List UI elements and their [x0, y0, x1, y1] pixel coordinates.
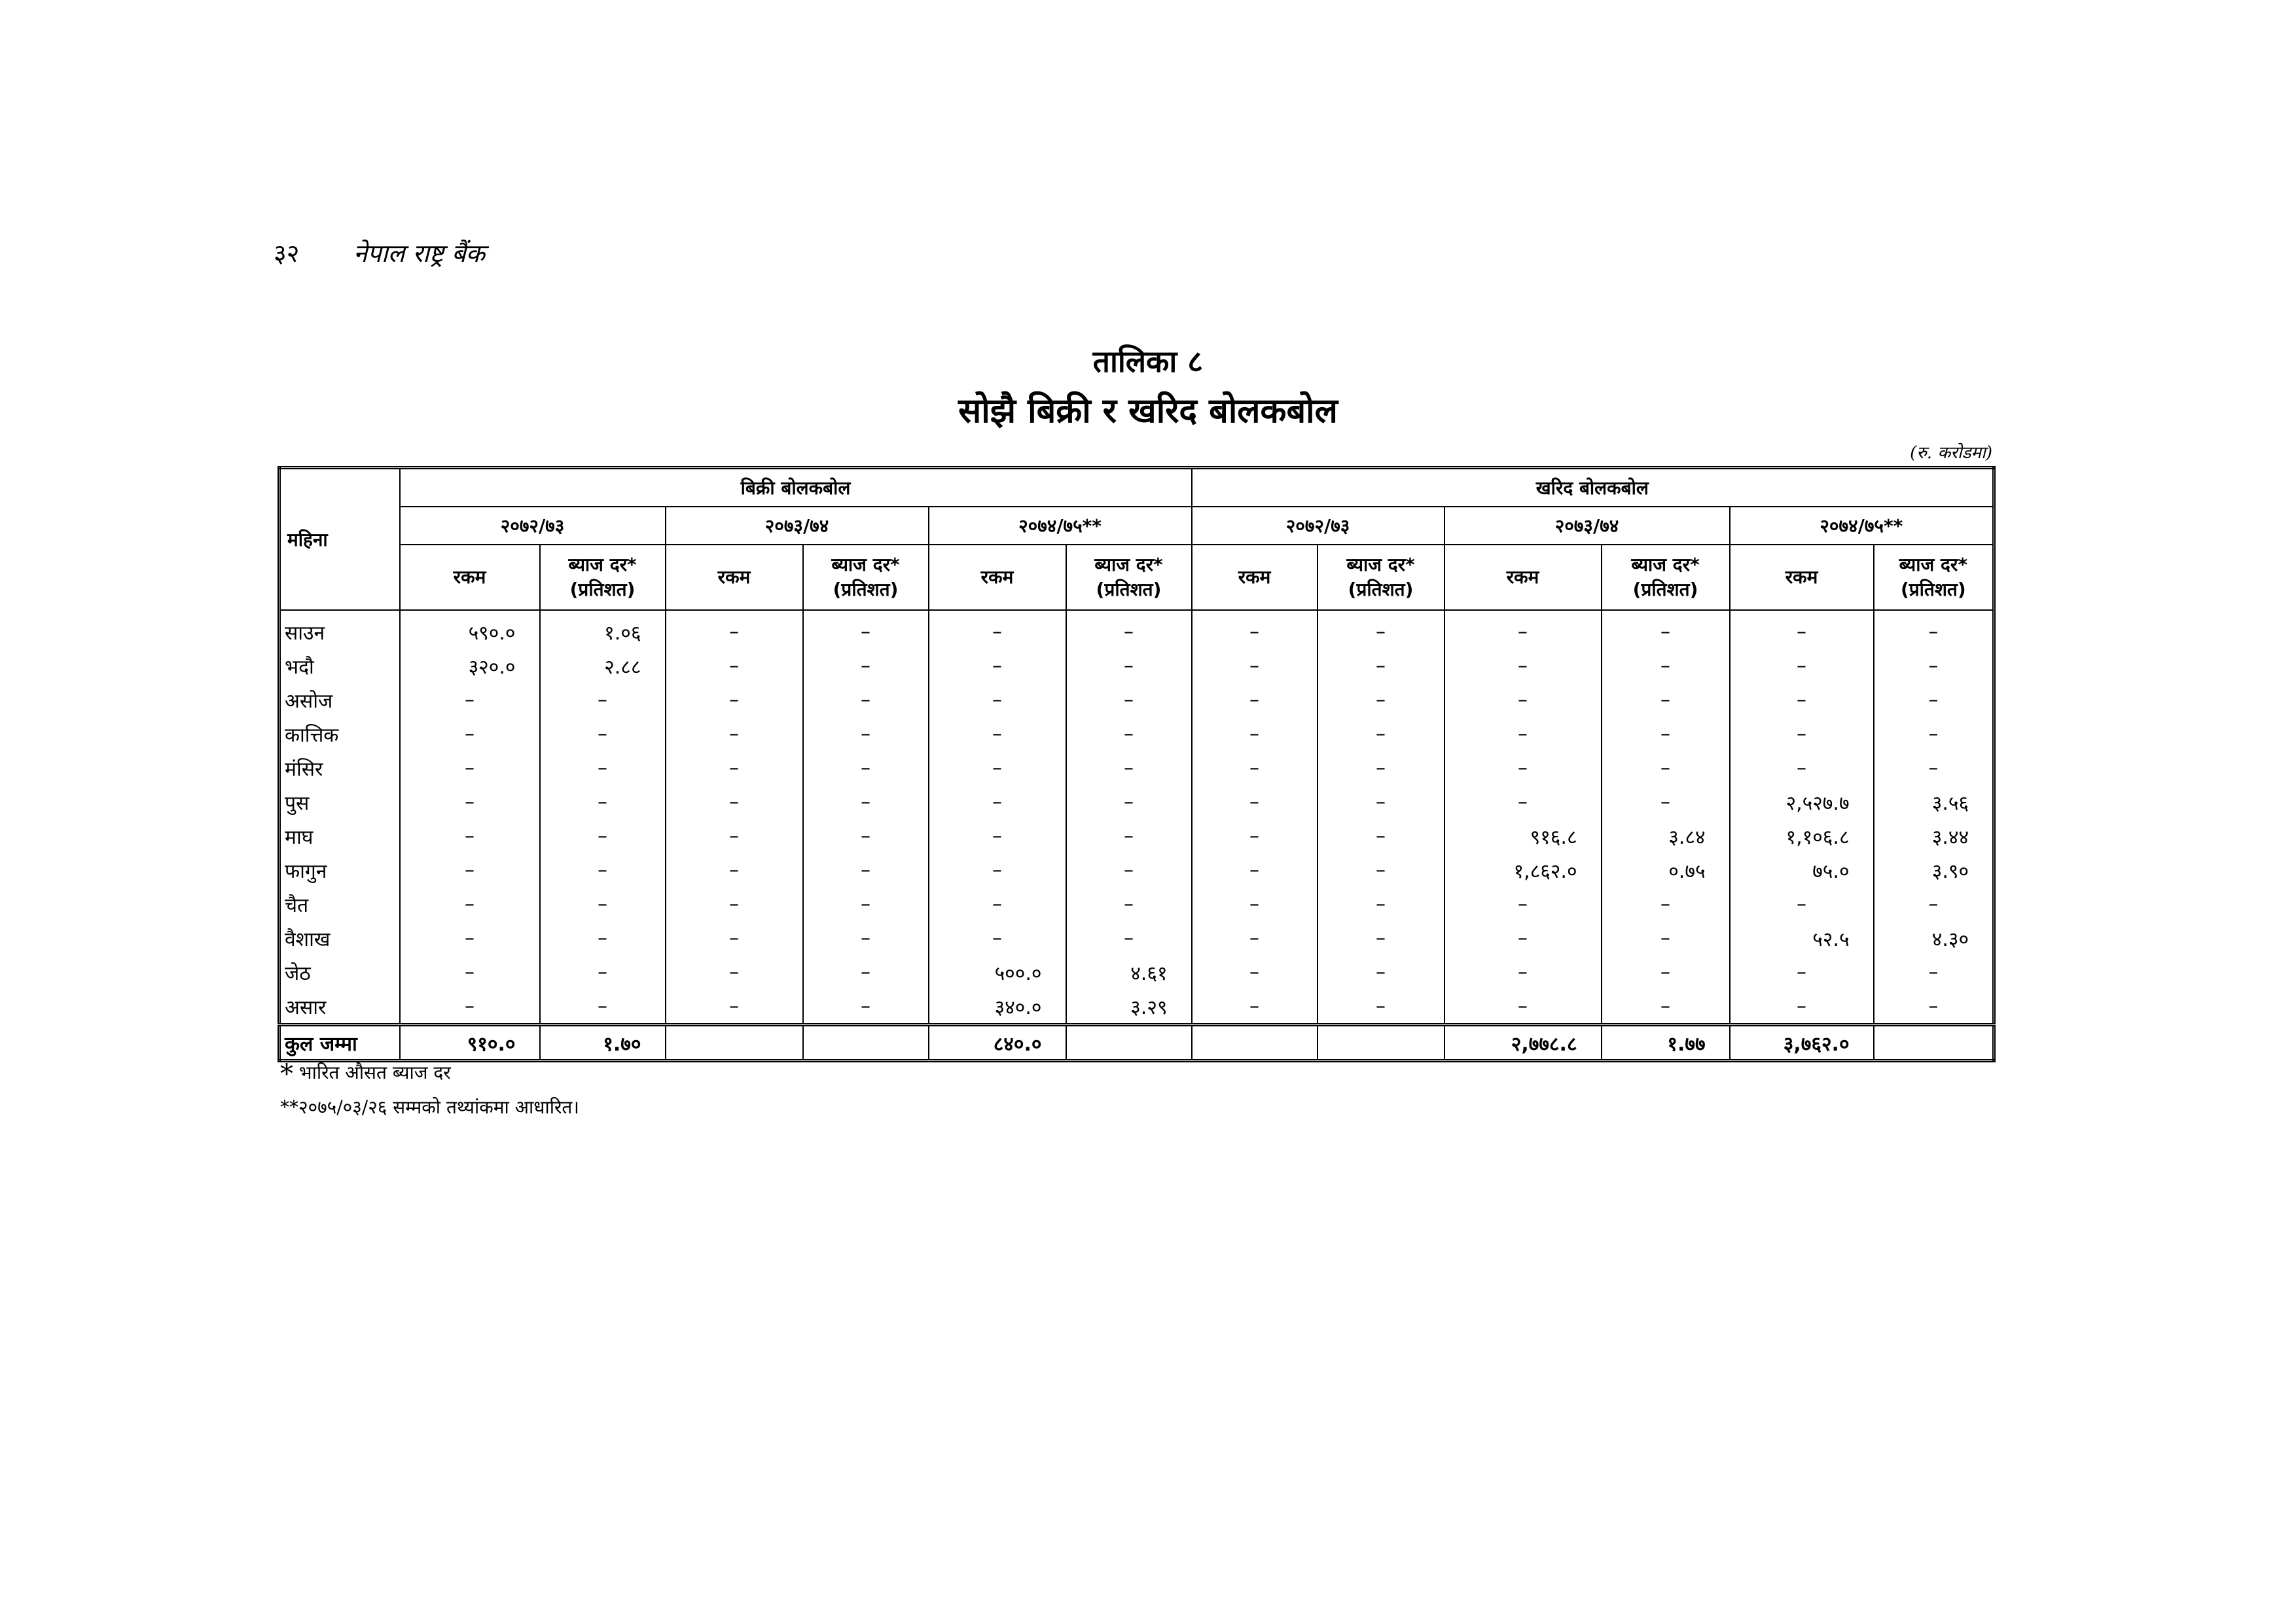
- value-cell: ३.९०: [1874, 853, 1994, 887]
- value-cell: –: [803, 955, 929, 989]
- value-cell: –: [666, 955, 803, 989]
- value-cell: –: [666, 683, 803, 717]
- value-cell: ७५.०: [1730, 853, 1874, 887]
- value-cell: २.८८: [540, 649, 666, 683]
- value-cell: –: [803, 887, 929, 921]
- month-cell: असार: [279, 989, 400, 1025]
- value-cell: –: [1066, 751, 1192, 785]
- month-cell: असोज: [279, 683, 400, 717]
- value-cell: –: [400, 819, 540, 853]
- value-cell: ५००.०: [929, 955, 1066, 989]
- year-header: २०७३/७४: [1444, 507, 1730, 545]
- rate-header-line1: ब्याज दर*: [1899, 554, 1967, 576]
- month-cell: मंसिर: [279, 751, 400, 785]
- table-row: [279, 853, 1994, 887]
- rate-header-line1: ब्याज दर*: [831, 554, 900, 576]
- value-cell: –: [1444, 683, 1602, 717]
- rate-column-header: [1874, 545, 1994, 610]
- year-header: २०७३/७४: [666, 507, 929, 545]
- value-cell: ३.८४: [1602, 819, 1730, 853]
- value-cell: –: [1602, 785, 1730, 819]
- value-cell: –: [1192, 887, 1318, 921]
- value-cell: –: [1444, 717, 1602, 751]
- value-cell: –: [666, 610, 803, 649]
- value-cell: –: [1318, 717, 1444, 751]
- value-cell: –: [1730, 649, 1874, 683]
- total-value-cell: [1192, 1025, 1318, 1061]
- value-cell: –: [540, 717, 666, 751]
- value-cell: –: [666, 819, 803, 853]
- value-cell: –: [1066, 683, 1192, 717]
- value-cell: –: [1192, 683, 1318, 717]
- value-cell: –: [1730, 751, 1874, 785]
- value-cell: –: [540, 853, 666, 887]
- rate-header-line1: ब्याज दर*: [568, 554, 637, 576]
- value-cell: ५२.५: [1730, 921, 1874, 955]
- table-row: [279, 717, 1994, 751]
- month-cell: वैशाख: [279, 921, 400, 955]
- table-title: सोझै बिक्री र खरिद बोलकबोल: [958, 391, 1338, 431]
- total-value-cell: [1066, 1025, 1192, 1061]
- rate-header-line1: ब्याज दर*: [1346, 554, 1415, 576]
- value-cell: –: [929, 785, 1066, 819]
- value-cell: –: [666, 751, 803, 785]
- rate-header-line2: (प्रतिशत): [833, 579, 899, 600]
- total-value-cell: [1874, 1025, 1994, 1061]
- value-cell: –: [400, 921, 540, 955]
- total-value-cell: ३,७६२.०: [1730, 1025, 1874, 1061]
- rate-column-header: [803, 545, 929, 610]
- footnote-data-basis: **२०७५/०३/२६ सम्मको तथ्यांकमा आधारित।: [280, 1096, 579, 1118]
- value-cell: –: [929, 717, 1066, 751]
- value-cell: –: [1318, 649, 1444, 683]
- year-header: २०७२/७३: [1192, 507, 1444, 545]
- value-cell: –: [1444, 751, 1602, 785]
- total-value-cell: २,७७८.८: [1444, 1025, 1602, 1061]
- year-header: २०७४/७५**: [1730, 507, 1994, 545]
- value-cell: –: [1730, 683, 1874, 717]
- value-cell: –: [1066, 610, 1192, 649]
- value-cell: –: [400, 887, 540, 921]
- value-cell: –: [929, 921, 1066, 955]
- auction-table: [278, 466, 1996, 1062]
- value-cell: २,५२७.७: [1730, 785, 1874, 819]
- value-cell: –: [540, 887, 666, 921]
- value-cell: –: [929, 887, 1066, 921]
- value-cell: –: [1444, 921, 1602, 955]
- value-cell: –: [400, 853, 540, 887]
- month-cell: भदौ: [279, 649, 400, 683]
- value-cell: –: [666, 887, 803, 921]
- value-cell: –: [1318, 921, 1444, 955]
- value-cell: –: [666, 921, 803, 955]
- value-cell: –: [1444, 989, 1602, 1025]
- amount-column-header: रकम: [1444, 545, 1602, 610]
- value-cell: –: [929, 819, 1066, 853]
- value-cell: –: [1602, 649, 1730, 683]
- value-cell: –: [1318, 751, 1444, 785]
- value-cell: –: [1192, 751, 1318, 785]
- page-number: ३२: [274, 239, 300, 268]
- value-cell: –: [1730, 955, 1874, 989]
- value-cell: –: [1192, 785, 1318, 819]
- footnote-text: भारित औसत ब्याज दर: [298, 1062, 451, 1083]
- value-cell: –: [400, 955, 540, 989]
- footnote-weighted-rate: [280, 1059, 451, 1089]
- value-cell: –: [1874, 751, 1994, 785]
- value-cell: –: [540, 955, 666, 989]
- value-cell: –: [1444, 955, 1602, 989]
- value-cell: –: [1066, 819, 1192, 853]
- value-cell: –: [1066, 887, 1192, 921]
- table-row: [279, 751, 1994, 785]
- value-cell: –: [400, 751, 540, 785]
- value-cell: –: [1318, 955, 1444, 989]
- value-cell: –: [1602, 989, 1730, 1025]
- value-cell: –: [666, 717, 803, 751]
- value-cell: –: [803, 785, 929, 819]
- value-cell: –: [540, 683, 666, 717]
- amount-column-header: रकम: [1192, 545, 1318, 610]
- value-cell: –: [1318, 887, 1444, 921]
- value-cell: –: [1444, 649, 1602, 683]
- value-cell: –: [1318, 853, 1444, 887]
- rate-column-header: [1318, 545, 1444, 610]
- value-cell: –: [666, 649, 803, 683]
- value-cell: –: [929, 649, 1066, 683]
- value-cell: –: [929, 610, 1066, 649]
- total-label: कुल जम्मा: [279, 1025, 400, 1061]
- value-cell: –: [803, 649, 929, 683]
- value-cell: –: [1602, 683, 1730, 717]
- value-cell: –: [1874, 989, 1994, 1025]
- value-cell: –: [1192, 955, 1318, 989]
- value-cell: –: [400, 989, 540, 1025]
- value-cell: ३४०.०: [929, 989, 1066, 1025]
- rate-column-header: [540, 545, 666, 610]
- value-cell: –: [1192, 853, 1318, 887]
- table-row: [279, 610, 1994, 649]
- value-cell: –: [1874, 955, 1994, 989]
- table-row: [279, 989, 1994, 1025]
- value-cell: –: [1318, 989, 1444, 1025]
- value-cell: –: [400, 717, 540, 751]
- value-cell: –: [540, 785, 666, 819]
- month-cell: कात्तिक: [279, 717, 400, 751]
- value-cell: –: [1444, 610, 1602, 649]
- month-cell: फागुन: [279, 853, 400, 887]
- value-cell: –: [1602, 887, 1730, 921]
- month-cell: चैत: [279, 887, 400, 921]
- value-cell: –: [1874, 683, 1994, 717]
- table-row: [279, 819, 1994, 853]
- amount-column-header: रकम: [666, 545, 803, 610]
- value-cell: ९१६.८: [1444, 819, 1602, 853]
- value-cell: ४.६१: [1066, 955, 1192, 989]
- publication-name: नेपाल राष्ट्र बैंक: [353, 239, 485, 268]
- value-cell: –: [929, 853, 1066, 887]
- value-cell: ४.३०: [1874, 921, 1994, 955]
- value-cell: –: [1874, 717, 1994, 751]
- amount-column-header: रकम: [1730, 545, 1874, 610]
- value-cell: –: [1730, 887, 1874, 921]
- value-cell: –: [929, 751, 1066, 785]
- group-header-sale: बिक्री बोलकबोल: [400, 468, 1192, 507]
- value-cell: –: [1192, 649, 1318, 683]
- value-cell: –: [666, 853, 803, 887]
- month-cell: साउन: [279, 610, 400, 649]
- table-row: [279, 785, 1994, 819]
- value-cell: –: [400, 683, 540, 717]
- value-cell: ३.५६: [1874, 785, 1994, 819]
- total-row: [279, 1025, 1994, 1061]
- value-cell: –: [540, 989, 666, 1025]
- value-cell: –: [1192, 989, 1318, 1025]
- total-value-cell: १.७०: [540, 1025, 666, 1061]
- total-value-cell: [803, 1025, 929, 1061]
- rate-header-line1: ब्याज दर*: [1094, 554, 1163, 576]
- value-cell: –: [1066, 785, 1192, 819]
- value-cell: –: [803, 853, 929, 887]
- value-cell: –: [1602, 921, 1730, 955]
- value-cell: –: [1192, 717, 1318, 751]
- value-cell: –: [1874, 610, 1994, 649]
- group-header-purchase: खरिद बोलकबोल: [1192, 468, 1994, 507]
- value-cell: –: [1602, 717, 1730, 751]
- value-cell: –: [1730, 610, 1874, 649]
- value-cell: –: [803, 751, 929, 785]
- value-cell: –: [929, 683, 1066, 717]
- value-cell: –: [1066, 921, 1192, 955]
- year-header: २०७२/७३: [400, 507, 666, 545]
- year-header: २०७४/७५**: [929, 507, 1192, 545]
- value-cell: –: [1192, 610, 1318, 649]
- value-cell: ०.७५: [1602, 853, 1730, 887]
- amount-column-header: रकम: [400, 545, 540, 610]
- total-value-cell: [1318, 1025, 1444, 1061]
- table-row: [279, 887, 1994, 921]
- rate-header-line1: ब्याज दर*: [1631, 554, 1700, 576]
- value-cell: ३.२९: [1066, 989, 1192, 1025]
- value-cell: १,८६२.०: [1444, 853, 1602, 887]
- value-cell: –: [1602, 610, 1730, 649]
- value-cell: –: [666, 785, 803, 819]
- value-cell: ३२०.०: [400, 649, 540, 683]
- value-cell: –: [803, 819, 929, 853]
- value-cell: –: [803, 683, 929, 717]
- value-cell: ३.४४: [1874, 819, 1994, 853]
- value-cell: –: [1444, 785, 1602, 819]
- table-row: [279, 683, 1994, 717]
- unit-note: (रु. करोडमा): [1910, 443, 1992, 463]
- value-cell: –: [540, 921, 666, 955]
- value-cell: –: [1602, 751, 1730, 785]
- value-cell: –: [1318, 610, 1444, 649]
- rate-column-header: [1066, 545, 1192, 610]
- value-cell: –: [803, 921, 929, 955]
- table-row: [279, 921, 1994, 955]
- value-cell: १.०६: [540, 610, 666, 649]
- amount-column-header: रकम: [929, 545, 1066, 610]
- value-cell: –: [1602, 955, 1730, 989]
- value-cell: –: [400, 785, 540, 819]
- month-cell: माघ: [279, 819, 400, 853]
- month-column-header: महिना: [279, 468, 400, 611]
- total-value-cell: [666, 1025, 803, 1061]
- value-cell: –: [540, 751, 666, 785]
- rate-header-line2: (प्रतिशत): [1096, 579, 1162, 600]
- month-cell: जेठ: [279, 955, 400, 989]
- value-cell: –: [1066, 853, 1192, 887]
- value-cell: ५९०.०: [400, 610, 540, 649]
- total-value-cell: १.७७: [1602, 1025, 1730, 1061]
- value-cell: –: [803, 610, 929, 649]
- rate-column-header: [1602, 545, 1730, 610]
- value-cell: –: [1192, 819, 1318, 853]
- value-cell: –: [803, 717, 929, 751]
- footnote-star: *: [280, 1059, 293, 1089]
- total-value-cell: ९१०.०: [400, 1025, 540, 1061]
- page-header: [274, 236, 485, 270]
- value-cell: १,१०६.८: [1730, 819, 1874, 853]
- rate-header-line2: (प्रतिशत): [1348, 579, 1414, 600]
- value-cell: –: [1874, 649, 1994, 683]
- value-cell: –: [666, 989, 803, 1025]
- value-cell: –: [803, 989, 929, 1025]
- value-cell: –: [1874, 887, 1994, 921]
- table-row: [279, 649, 1994, 683]
- rate-header-line2: (प्रतिशत): [1900, 579, 1966, 600]
- value-cell: –: [1730, 717, 1874, 751]
- value-cell: –: [1192, 921, 1318, 955]
- value-cell: –: [1318, 819, 1444, 853]
- value-cell: –: [1318, 683, 1444, 717]
- rate-header-line2: (प्रतिशत): [1632, 579, 1698, 600]
- value-cell: –: [540, 819, 666, 853]
- value-cell: –: [1066, 649, 1192, 683]
- month-cell: पुस: [279, 785, 400, 819]
- value-cell: –: [1066, 717, 1192, 751]
- total-value-cell: ८४०.०: [929, 1025, 1066, 1061]
- value-cell: –: [1318, 785, 1444, 819]
- rate-header-line2: (प्रतिशत): [569, 579, 636, 600]
- value-cell: –: [1730, 989, 1874, 1025]
- table-number: तालिका ८: [1092, 344, 1204, 379]
- value-cell: –: [1444, 887, 1602, 921]
- table-row: [279, 955, 1994, 989]
